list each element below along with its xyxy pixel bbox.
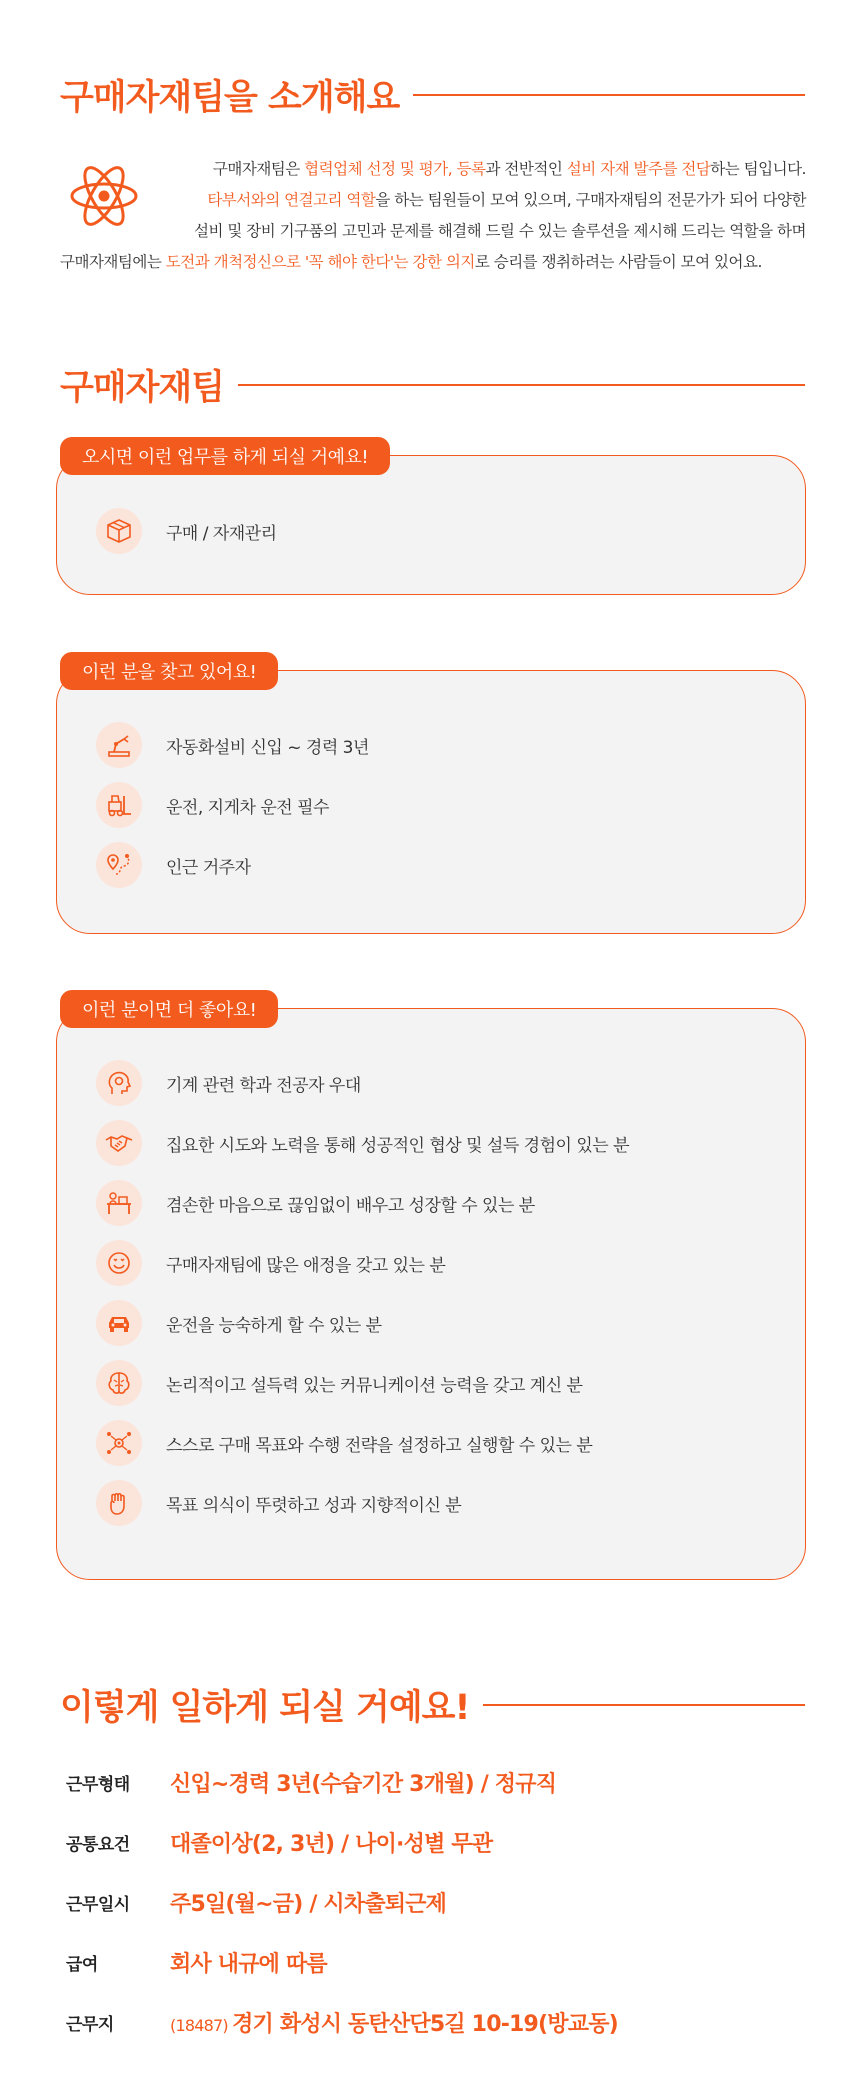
item-label: 인근 거주자 [166, 857, 251, 878]
item-label: 기계 관련 학과 전공자 우대 [166, 1075, 361, 1096]
intro-heading: 구매자재팀을 소개해요 [60, 78, 400, 118]
intro-highlight: 협력업체 선정 및 평가, 등록 [304, 160, 486, 178]
intro-line [60, 154, 806, 185]
list-item [96, 782, 329, 828]
work-condition-row [66, 1882, 446, 1922]
list-item [96, 1060, 361, 1106]
item-label: 자동화설비 신입 ~ 경력 3년 [166, 737, 369, 758]
forklift-icon [96, 782, 142, 828]
work-condition-value [170, 1827, 492, 1858]
duties-tab: 오시면 이런 업무를 하게 되실 거예요! [60, 437, 390, 475]
intro-highlight: 타부서와의 연결고리 역할 [207, 191, 376, 209]
heading-divider [238, 384, 805, 386]
item-label: 겸손한 마음으로 끊임없이 배우고 성장할 수 있는 분 [166, 1195, 535, 1216]
list-item [96, 1360, 582, 1406]
item-label: 구매자재팀에 많은 애정을 갖고 있는 분 [166, 1255, 446, 1276]
list-item [96, 1420, 592, 1466]
work-condition-key: 근무형태 [66, 1774, 130, 1795]
intro-text-segment: 과 전반적인 [485, 160, 567, 178]
box-icon [96, 508, 142, 554]
team-heading: 구매자재팀 [60, 368, 225, 408]
work-condition-row [66, 1942, 327, 1982]
value-text: 회사 내규에 따름 [170, 1951, 327, 1977]
list-item [96, 842, 251, 888]
item-label: 운전을 능숙하게 할 수 있는 분 [166, 1315, 382, 1336]
work-condition-key: 급여 [66, 1954, 98, 1975]
team-heading-row [60, 360, 805, 410]
work-condition-value [170, 2007, 618, 2038]
item-label: 스스로 구매 목표와 수행 전략을 설정하고 실행할 수 있는 분 [166, 1435, 593, 1456]
item-label: 논리적이고 설득력 있는 커뮤니케이션 능력을 갖고 계신 분 [166, 1375, 583, 1396]
list-item [96, 722, 369, 768]
smile-heart-icon [96, 1240, 142, 1286]
heading-divider [483, 1704, 805, 1706]
intro-text-segment: 을 하는 팀원들이 모여 있으며, 구매자재팀의 전문가가 되어 다양한 [375, 191, 806, 209]
desk-study-icon [96, 1180, 142, 1226]
value-text: 대졸이상(2, 3년) / 나이·성별 무관 [170, 1831, 493, 1857]
intro-line [60, 247, 806, 278]
work-condition-value [170, 1947, 327, 1978]
work-condition-key: 공통요건 [66, 1834, 130, 1855]
network-target-icon [96, 1420, 142, 1466]
intro-line [60, 216, 806, 247]
intro-highlight: 설비 자재 발주를 전담 [566, 160, 711, 178]
work-condition-key: 근무지 [66, 2014, 114, 2035]
work-condition-row [66, 2002, 618, 2042]
list-item [96, 1240, 445, 1286]
heading-divider [413, 94, 805, 96]
intro-highlight: 도전과 개척정신으로 '꼭 해야 한다'는 강한 의지 [165, 253, 475, 271]
value-text: 주5일(월~금) / 시차출퇴근제 [170, 1891, 447, 1917]
list-item [96, 1300, 382, 1346]
intro-text-segment: 구매자재팀에는 [60, 253, 166, 271]
intro-block [60, 154, 806, 292]
preferred-tab: 이런 분이면 더 좋아요! [60, 990, 278, 1028]
work-condition-value [170, 1767, 556, 1798]
item-label: 구매 / 자재관리 [166, 523, 277, 544]
work-condition-value [170, 1887, 446, 1918]
intro-text-segment: 설비 및 장비 기구품의 고민과 문제를 해결해 드릴 수 있는 솔루션을 제시해 드리는 역할을 하며 [194, 222, 806, 240]
item-label: 집요한 시도와 노력을 통해 성공적인 협상 및 설득 경험이 있는 분 [166, 1135, 630, 1156]
fist-icon [96, 1480, 142, 1526]
car-icon [96, 1300, 142, 1346]
list-item [96, 508, 277, 554]
item-label: 목표 의식이 뚜렷하고 성과 지향적이신 분 [166, 1495, 462, 1516]
location-route-icon [96, 842, 142, 888]
head-gear-icon [96, 1060, 142, 1106]
intro-text-segment: 구매자재팀은 [212, 160, 305, 178]
intro-paragraph [60, 154, 806, 278]
brain-icon [96, 1360, 142, 1406]
intro-heading-row [60, 70, 805, 120]
value-text: 신입~경력 3년(수습기간 3개월) / 정규직 [170, 1771, 557, 1797]
requirements-tab: 이런 분을 찾고 있어요! [60, 652, 278, 690]
intro-text-segment: 로 승리를 쟁취하려는 사람들이 모여 있어요. [474, 253, 762, 271]
work-condition-row [66, 1762, 556, 1802]
handshake-icon [96, 1120, 142, 1166]
list-item [96, 1180, 535, 1226]
work-condition-key: 근무일시 [66, 1894, 130, 1915]
list-item [96, 1480, 461, 1526]
robot-arm-icon [96, 722, 142, 768]
list-item [96, 1120, 629, 1166]
intro-line [60, 185, 806, 216]
postal-code: (18487) [170, 2015, 233, 2035]
work-heading: 이렇게 일하게 되실 거예요! [60, 1688, 470, 1728]
value-text: 경기 화성시 동탄산단5길 10-19(방교동) [232, 2011, 618, 2037]
item-label: 운전, 지게차 운전 필수 [166, 797, 329, 818]
work-condition-row [66, 1822, 492, 1862]
intro-text-segment: 하는 팀입니다. [710, 160, 806, 178]
work-heading-row [60, 1680, 805, 1730]
